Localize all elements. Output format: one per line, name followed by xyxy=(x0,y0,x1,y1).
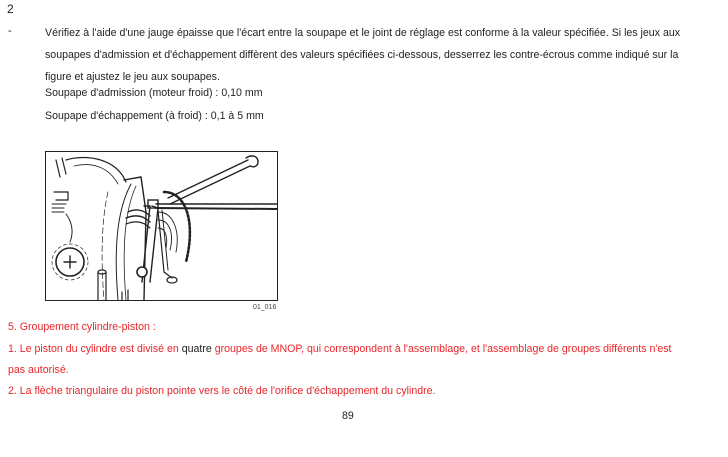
section-item-1 xyxy=(8,343,672,355)
spec-exhaust-valve: Soupape d'échappement (à froid) : 0,1 à 5 mm xyxy=(45,110,264,122)
section-title: 5. Groupement cylindre-piston : xyxy=(8,321,156,333)
valve-adjustment-figure xyxy=(45,151,278,301)
instruction-paragraph: Vérifiez à l'aide d'une jauge épaisse que l'écart entre la soupape et le joint de réglage est conforme à la valeur spécifiée. Si les jeux aux soupapes d'admission et d'échappement diffèrent des valeurs spécifiées ci-dessous, desserrez les contre-écrous comme indiqué sur la figure et ajustez le jeu aux soupapes. xyxy=(45,27,681,83)
step-number: 2 xyxy=(7,2,14,16)
engine-line-drawing xyxy=(46,152,277,300)
spec-intake-valve: Soupape d'admission (moteur froid) : 0,10 mm xyxy=(45,87,263,99)
page-number: 89 xyxy=(342,410,354,422)
bullet-dash: - xyxy=(8,25,12,37)
item-1-highlight: quatre xyxy=(181,343,212,355)
item-1-text-b: groupes de MNOP, qui correspondent à l'assemblage, et l'assemblage de groupes différents n'est xyxy=(211,343,672,355)
item-1-text-a: 1. Le piston du cylindre est divisé en xyxy=(8,343,182,355)
figure-caption: 01_016 xyxy=(253,304,277,311)
section-item-2: 2. La flèche triangulaire du piston pointe vers le côté de l'orifice d'échappement du cylindre. xyxy=(8,385,436,397)
section-item-1-continued: pas autorisé. xyxy=(8,364,69,376)
